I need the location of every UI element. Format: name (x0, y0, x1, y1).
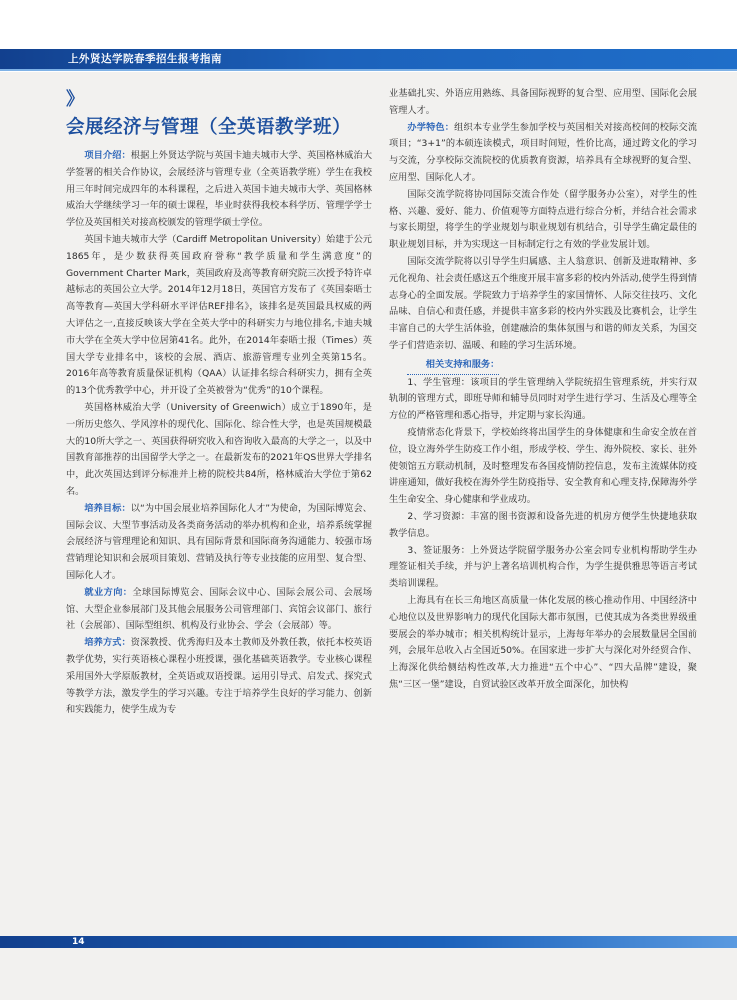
support-heading (389, 357, 697, 375)
method-label: 培养方式： (84, 637, 131, 649)
support-item-1: 1、学生管理：该项目的学生管理纳入学院统招生管理系统，并实行双轨制的管理方式，即班导师和辅导员同时对学生进行学习、生活及心理等全方位的严格管理和悉心指导，并定期与家长沟通。 (389, 376, 697, 422)
shanghai-paragraph: 上海具有在长三角地区高质量一体化发展的核心推动作用、中国经济中心地位以及世界影响力的现代化国际大都市氛围，已使其成为各类世界级重要展会的举办城市；相关机构统计显示，上海每年举办的会展数量居全国前列，会展年总收入占全国近50%。在国家进一步扩大与深化对外经贸合作、上海深化供给侧结构性改革,大力推进“五个中心”、“四大品牌”建设，聚焦“三区一堡”建设，自贸试验区改革开放全面深化，加快构 (389, 594, 697, 690)
goal-text: 以“为中国会展业培养国际化人才”为使命，为国际博览会、国际会议、大型节事活动及各类商务活动的举办机构和企业，培养系统掌握会展经济与管理理论和知识、具有国际背景和国际商务沟通能力、较强市场营销理论知识和会展项目策划、营销及执行等专业技能的应用型、复合型、国际化人才。 (66, 502, 372, 581)
goal-paragraph (66, 501, 372, 585)
intro-text: 根据上外贤达学院与英国卡迪夫城市大学、英国格林威治大学签署的相关合作协议，会展经济与管理专业（全英语教学班）学生在我校用三年时间完成四年的本科课程，之后进入英国卡迪夫城市大学、英国格林威治大学继续学习一年的硕士课程，毕业时获得我校本科学历、管理学学士学位及英国相关对接高校颁发的管理学硕士学位。 (66, 150, 373, 229)
right-column (389, 86, 697, 694)
method-text: 资深教授、优秀海归及本土教师及外教任教，依托本校英语教学优势，实行英语核心课程小班授课，强化基础英语教学。专业核心课程采用国外大学原版教材，全英语或双语授课。运用引导式、启发式、探究式等教学方法，激发学生的学习兴趣。专注于培养学生良好的学习能力、创新和实践能力，使学生成为专 (66, 637, 373, 716)
feature-text: 组织本专业学生参加学校与英国相关对接高校间的校际交流项目；“3+1”的本硕连读模式，项目时间短，性价比高，通过跨文化的学习与交流，分享校际交流院校的优质教育资源，培养具有全球视野的复合型、应用型、国际化人才。 (389, 121, 698, 183)
method-paragraph (66, 635, 372, 719)
header-stripe-thin (0, 69, 737, 71)
support-covid-paragraph: 疫情常态化背景下，学校始终将出国学生的身体健康和生命安全放在首位，设立海外学生防疫工作小组，形成学校、学生、海外院校、家长、驻外使领馆五方联动机制，及时整理发布各国疫情防控信息，发布主流媒体防疫讲座通知，做好我校在海外学生防疫指导、安全教育和心理支持,保障海外学生生命安全、身心健康和学业成功。 (389, 426, 697, 506)
title-arrow-icon: 》 (66, 89, 85, 110)
page-title (66, 86, 372, 142)
left-column (66, 86, 372, 719)
career-label: 就业方向： (84, 586, 133, 598)
header-bar (0, 0, 737, 72)
page-number: 14 (72, 937, 85, 947)
support-item-3: 3、签证服务：上外贤达学院留学服务办公室会同专业机构帮助学生办理签证相关手续，并与沪上著名培训机构合作，为学生提供雅思等语言考试类培训课程。 (389, 544, 697, 590)
title-text: 会展经济与管理（全英语教学班） (66, 117, 352, 138)
exchange-paragraph-2: 国际交流学院将以引导学生归属感、主人翁意识、创新及进取精神、多元化视角、社会责任感这五个维度开展丰富多彩的校内外活动,使学生得到情志身心的全面发展。学院致力于培养学生的家国情怀、人际交往技巧、文化品味、自信心和责任感，并提供丰富多彩的校内外实践及比赛机会，让学生丰富自己的大学生活体验，创建融洽的集体氛围与和谐的师友关系，为国交学子们营造亲切、温暖、和睦的学习生活环境。 (389, 255, 697, 351)
support-item-2: 2、学习资源：丰富的图书资源和设备先进的机房方便学生快捷地获取教学信息。 (389, 510, 697, 539)
greenwich-paragraph: 英国格林威治大学（University of Greenwich）成立于1890年，是一所历史悠久、学风淳朴的现代化、国际化、综合性大学，也是英国规模最大的10所大学之一、英国获得研究收入和咨询收入最高的大学之一，以及中国教育部推荐的出国留学大学之一。在最新发布的2021年QS世界大学排名中，此次英国达到评分标准并上榜的院校共84所，格林威治大学位于第62名。 (66, 401, 372, 497)
feature-paragraph (389, 120, 697, 187)
cardiff-paragraph: 英国卡迪夫城市大学（Cardiff Metropolitan University）始建于公元1865年，是少数获得英国政府誉称“教学质量和学生满意度”的Government Charter Mark，英国政府及高等教育研究院三次授予特许卓越标志的英国公立大学。2014年12月18日，英国官方发布了《英国泰晤士高等教育—英国大学科研水平评估REF排名》，该排名是英国最具权威的两大评估之一,直接反映该大学在全英大学中的科研实力与地位排名,卡迪夫城市大学在全英大学中位居第41名。此外，在2014年泰晤士报（Times）英国大学专业排名中，该校的会展、酒店、旅游管理专业列全英第15名。2016年高等教育质量保证机构（QAA）认证排名综合科研实力，拥有全英的13个优秀教学中心，并开设了全英被誉为“优秀”的10个课程。 (66, 233, 372, 397)
support-label: 相关支持和服务： (407, 357, 499, 375)
footer-bar (0, 936, 737, 948)
career-paragraph (66, 585, 372, 635)
feature-label: 办学特色： (407, 121, 455, 133)
goal-label: 培养目标： (84, 502, 131, 514)
intro-label: 项目介绍： (84, 150, 131, 161)
header-title: 上外贤达学院春季招生报考指南 (68, 53, 222, 65)
intro-paragraph (66, 148, 372, 232)
method-continued: 业基础扎实、外语应用熟练、具备国际视野的复合型、应用型、国际化会展管理人才。 (389, 88, 697, 116)
exchange-paragraph-1: 国际交流学院将协同国际交流合作处（留学服务办公室），对学生的性格、兴趣、爱好、能力、价值观等方面特点进行综合分析，并结合社会需求与家长期望，将学生的学业规划与职业规划有机结合，引导学生确定最佳的职业规划目标，并为实现这一目标制定行之有效的学业发展计划。 (389, 188, 697, 251)
career-text: 全球国际博览会、国际会议中心、国际会展公司、会展场馆、大型企业参展部门及其他会展服务公司管理部门、宾馆会议部门、旅行社（会展部）、国际型组织、机构及行业协会、学会（会展部）等。 (66, 586, 373, 632)
